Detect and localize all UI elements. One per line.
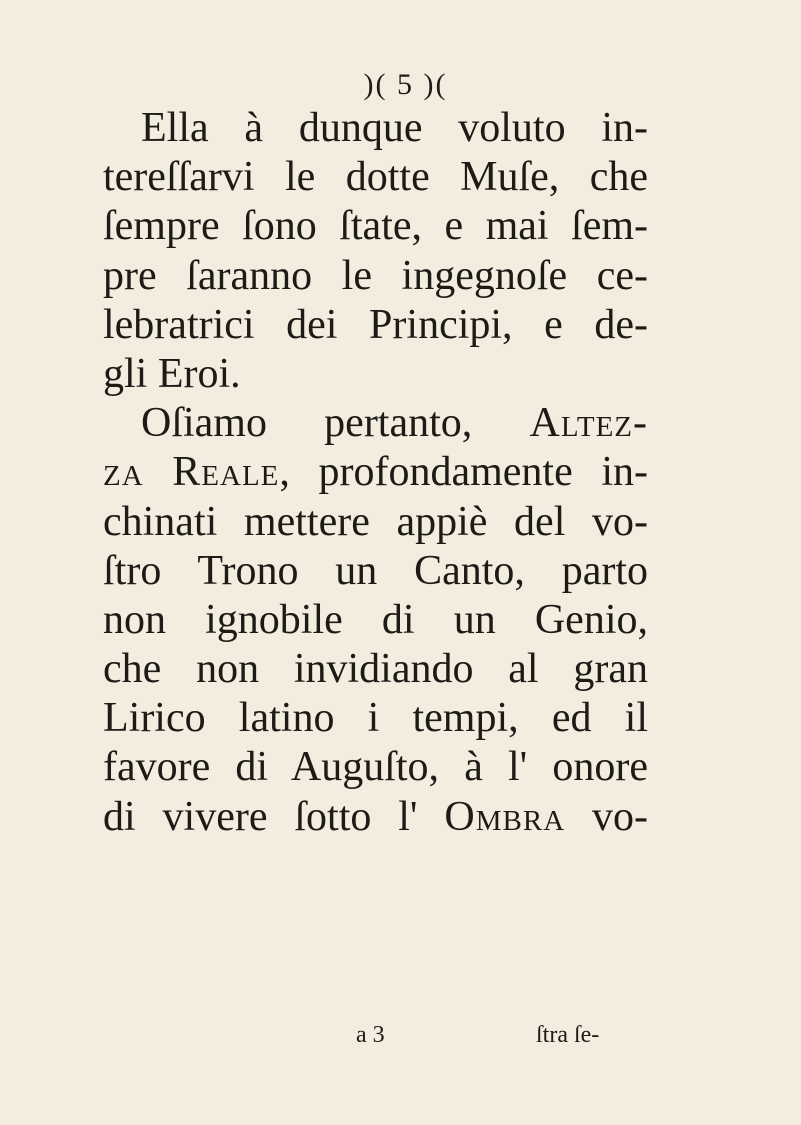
page-header [0, 68, 801, 102]
page-number: )( 5 )( [363, 68, 448, 101]
signature-mark: a 3 [356, 1022, 385, 1048]
page-footer [0, 1022, 801, 1052]
text-line: ſempre ſono ſtate, e mai ſem- [103, 203, 648, 250]
text-line: ſtro Trono un Canto, parto [103, 547, 648, 594]
body-text [103, 104, 648, 842]
text-run: Oſiamo pertanto, [141, 400, 473, 447]
text-line: che non invidiando al gran [103, 646, 648, 693]
address-title: Ombra [444, 793, 566, 840]
text-line [103, 399, 648, 448]
text-line: tereſſarvi le dotte Muſe, che [103, 154, 648, 201]
text-line: Lirico latino i tempi, ed il [103, 695, 648, 742]
text-line: chinati mettere appiè del vo- [103, 498, 648, 545]
text-run: di vivere ſotto l' [103, 793, 418, 840]
catchword: ſtra ſe- [536, 1022, 600, 1048]
address-title: Altez- [529, 400, 649, 447]
address-title: Reale [172, 449, 280, 496]
text-run: vo- [592, 793, 649, 840]
text-line: favore di Auguſto, à l' onore [103, 744, 648, 791]
address-title: za [103, 449, 144, 496]
text-line: gli Eroi. [103, 350, 241, 397]
text-line [103, 448, 648, 497]
text-line: lebratrici dei Principi, e de- [103, 301, 648, 348]
text-run: , profondamente in- [279, 449, 648, 496]
text-line: non ignobile di un Genio, [103, 596, 648, 643]
text-line: pre ſaranno le ingegnoſe ce- [103, 252, 648, 299]
text-line [103, 793, 648, 842]
text-line: Ella à dunque voluto in- [141, 105, 648, 151]
